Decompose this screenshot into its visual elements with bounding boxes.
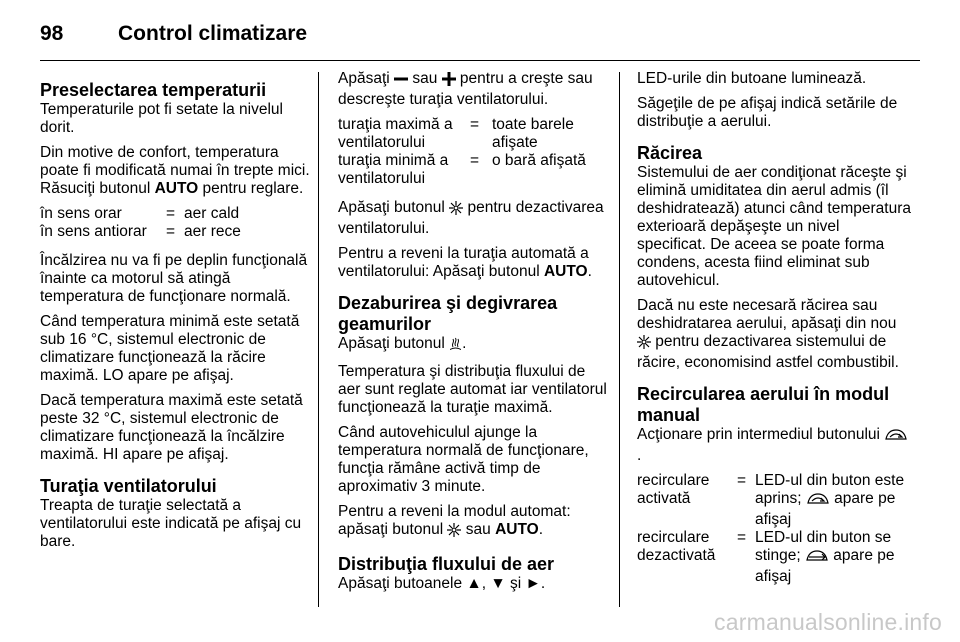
paragraph: Temperaturile pot fi setate la nivelul dorit. (40, 101, 283, 136)
definition-table (338, 116, 610, 188)
paragraph: Apăsaţi butonul . (338, 335, 610, 356)
paragraph: Dacă temperatura maximă este setată peste 32 °C, sistemul electronic de climatizare funcţionează la încălzire maximă. HI apare pe afişaj. (40, 392, 303, 463)
fan-icon (447, 523, 461, 542)
paragraph: Sistemului de aer condiţionat răceşte şi elimină umiditatea din aerul admis (îl deshidratează) atunci când temperatura exterioară depăşeşte un nivel specificat. De aceea se poate forma condens, acesta fiind eliminat sub autovehicul. (637, 164, 911, 289)
windscreen-defrost-icon (449, 337, 462, 356)
page-title: Control climatizare (118, 22, 308, 45)
auto-button-label: AUTO (543, 263, 588, 280)
header-rule (40, 60, 920, 61)
minus-icon (394, 72, 408, 91)
column-2 (338, 70, 610, 600)
definition-table (40, 205, 312, 241)
definition-row: recirculare activată = LED-ul din buton este aprins; apare pe afişaj (637, 472, 905, 528)
column-3 (637, 70, 912, 597)
column-divider-2 (619, 72, 620, 607)
paragraph: Treapta de turaţie selectată a ventilatorului este indicată pe afişaj cu bare. (40, 497, 302, 550)
paragraph: LED-urile din butoane luminează. (637, 70, 867, 87)
paragraph: Pentru a reveni la modul automat: apăsaţi butonul sau AUTO. (338, 503, 610, 542)
page-number: 98 (40, 22, 64, 45)
column-divider-1 (318, 72, 319, 607)
paragraph: Apăsaţi sau pentru a creşte sau descreşte turaţia ventilatorului. (338, 70, 593, 108)
heading-cooling: Răcirea (637, 143, 703, 163)
paragraph: Apăsaţi butonul pentru dezactivarea ventilatorului. (338, 199, 604, 237)
auto-button-label: AUTO (495, 521, 539, 538)
recirculation-off-icon (805, 549, 829, 568)
heading-air-distribution: Distribuţia fluxului de aer (338, 554, 555, 574)
paragraph: Pentru a reveni la turaţia automată a ventilatorului: Apăsaţi butonul AUTO. (338, 245, 592, 280)
paragraph: Temperatura şi distribuţia fluxului de aer sunt reglate automat iar ventilatorul funcţionează la turaţie maximă. (338, 363, 607, 416)
page-header (40, 22, 307, 46)
fan-icon (449, 201, 463, 220)
definition-row: în sens orar = aer cald (40, 205, 240, 222)
paragraph: Acţionare prin intermediul butonului . (637, 426, 912, 465)
plus-icon (442, 72, 456, 91)
definition-row: recirculare dezactivată = LED-ul din buton se stinge; apare pe afişaj (637, 529, 895, 585)
definition-row: turaţia minimă a ventilatorului = o bară afişată (338, 152, 586, 187)
paragraph: Încălzirea nu va fi pe deplin funcţională înainte ca motorul să atingă temperatura de funcţionare normală. (40, 252, 308, 305)
definition-table (637, 472, 912, 586)
definition-row: în sens antiorar = aer rece (40, 223, 241, 240)
recirculation-icon (884, 428, 908, 447)
recirculation-on-icon (806, 492, 830, 511)
paragraph: Când temperatura minimă este setată sub 16 °C, sistemul electronic de climatizare funcţionează la răcire maximă. LO apare pe afişaj. (40, 313, 300, 384)
column-1 (40, 70, 312, 558)
paragraph: Când autovehiculul ajunge la temperatura normală de funcţionare, funcţia rămâne activă timp de aproximativ 3 minute. (338, 424, 589, 495)
paragraph: Săgeţile de pe afişaj indică setările de distribuţie a aerului. (637, 95, 898, 130)
auto-button-label: AUTO (154, 180, 199, 197)
paragraph: Din motive de confort, temperatura poate fi modificată numai în trepte mici. Răsuciţi butonul AUTO pentru reglare. (40, 144, 310, 197)
heading-fan-speed: Turaţia ventilatorului (40, 476, 217, 496)
paragraph: Dacă nu este necesară răcirea sau deshidratarea aerului, apăsaţi din nou pentru dezactivarea sistemului de răcire, economisind astfel combustibil. (637, 297, 899, 371)
fan-icon (637, 335, 651, 354)
heading-defog-defrost: Dezaburirea şi degivrarea geamurilor (338, 293, 558, 334)
definition-row: turaţia maximă a ventilatorului = toate barele afişate (338, 116, 574, 151)
heading-air-recirculation: Recircularea aerului în modul manual (637, 384, 890, 425)
paragraph: Apăsaţi butoanele ▲, ▼ şi ►. (338, 575, 546, 592)
watermark: carmanualsonline.info (714, 609, 942, 635)
heading-temperature-preselection: Preselectarea temperaturii (40, 80, 267, 100)
